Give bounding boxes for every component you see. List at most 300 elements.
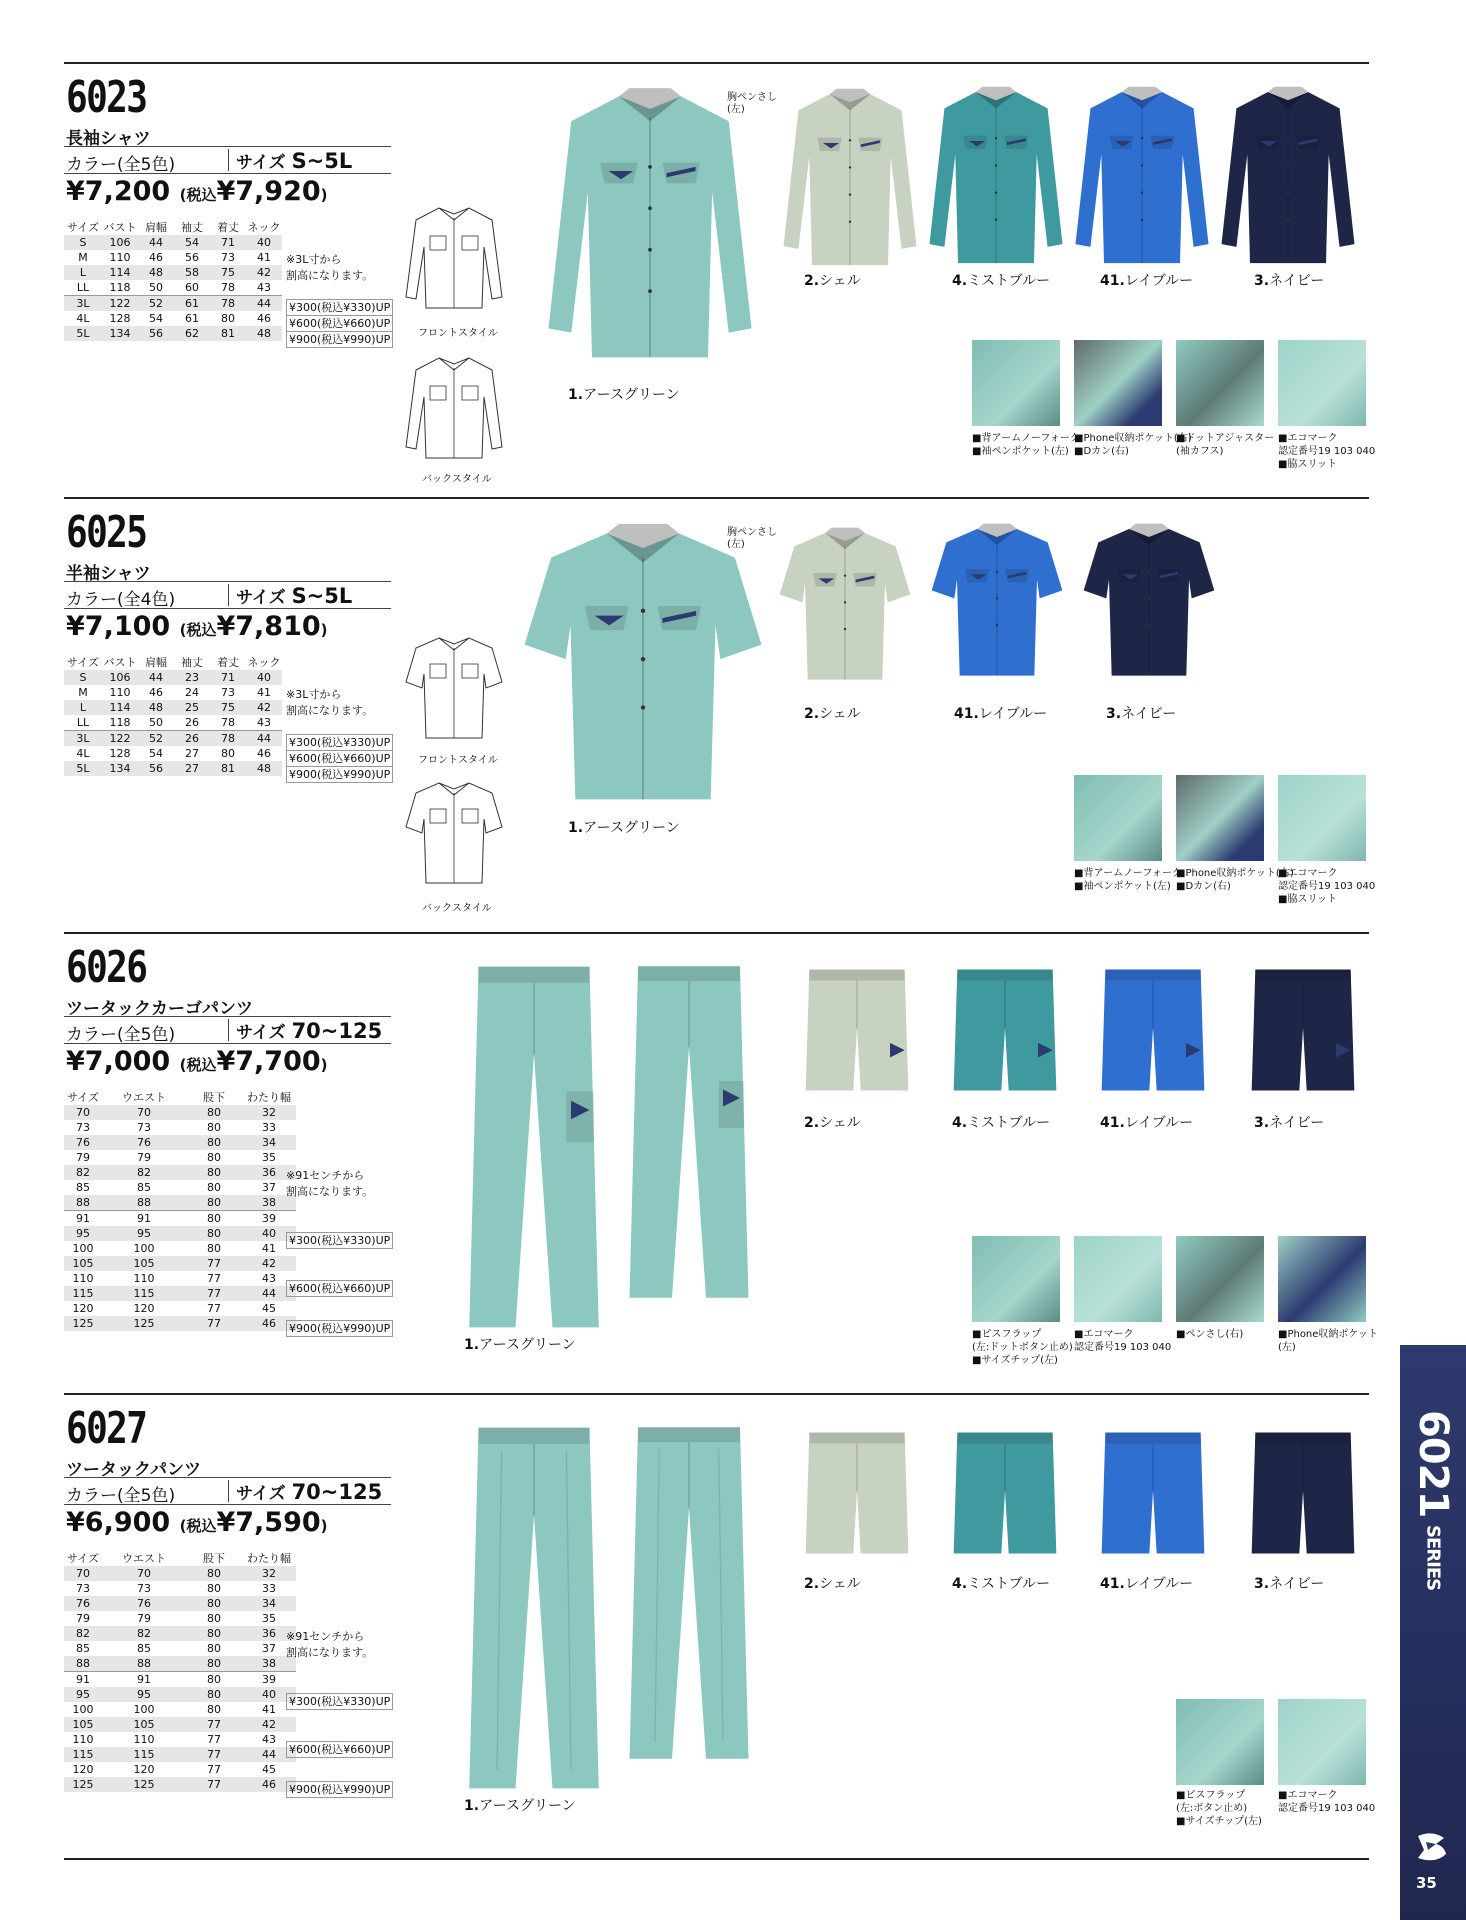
color-label: 41.レイブルー xyxy=(1100,1115,1194,1131)
table-cell: 110 xyxy=(109,686,131,699)
table-cell: 80 xyxy=(207,1612,221,1625)
table-row xyxy=(64,1611,296,1626)
color-label: 41.レイブルー xyxy=(954,706,1048,722)
table-cell: 80 xyxy=(186,1105,242,1120)
detail-photo xyxy=(1074,340,1162,426)
detail-caption: ■エコマーク 認定番号19 103 040 xyxy=(1074,1329,1172,1353)
table-cell: 76 xyxy=(102,1135,186,1150)
main-color-label: 1.アースグリーン xyxy=(464,1337,576,1353)
surcharge-105: ¥600(税込¥660)UP xyxy=(286,1741,393,1758)
table-row xyxy=(64,731,282,747)
back-style-caption: バックスタイル xyxy=(422,903,492,914)
column-header: 肩幅 xyxy=(145,221,167,234)
table-cell: 77 xyxy=(207,1763,221,1776)
table-cell: 128 xyxy=(109,312,131,325)
table-cell: 23 xyxy=(174,670,210,685)
table-row xyxy=(64,1271,296,1286)
table-cell: 27 xyxy=(174,761,210,776)
table-cell: 44 xyxy=(242,1747,296,1762)
column-header: 股下 xyxy=(203,1552,225,1565)
color-label: 3.ネイビー xyxy=(1106,706,1177,722)
front-style-caption: フロントスタイル xyxy=(418,328,498,339)
detail-photo xyxy=(1278,340,1366,426)
table-cell: 45 xyxy=(262,1302,276,1315)
table-cell: 80 xyxy=(186,1596,242,1611)
table-row xyxy=(64,1777,296,1792)
section-divider xyxy=(64,1393,1369,1395)
product-name: ツータックカーゴパンツ xyxy=(66,999,253,1019)
table-row xyxy=(64,1702,296,1717)
color-shell xyxy=(780,86,920,276)
detail-caption: ■Phone収納ポケット(右) ■Dカン(右) xyxy=(1176,868,1294,892)
table-cell: 88 xyxy=(102,1195,186,1211)
table-row xyxy=(64,265,282,280)
table-cell: 106 xyxy=(102,235,138,250)
table-cell: 120 xyxy=(72,1763,94,1776)
table-cell: 134 xyxy=(102,326,138,341)
rule xyxy=(64,1043,391,1044)
table-cell: 60 xyxy=(185,281,199,294)
detail-photo xyxy=(1176,1236,1264,1322)
table-cell: 56 xyxy=(138,761,174,776)
table-cell: 36 xyxy=(242,1165,296,1180)
surcharge-5l: ¥900(税込¥990)UP xyxy=(286,331,393,348)
column-header: 袖丈 xyxy=(181,656,203,669)
detail-caption: ■Phone収納ポケット(右) ■Dカン(右) xyxy=(1074,433,1192,457)
table-cell: 38 xyxy=(242,1656,296,1672)
table-cell: 110 xyxy=(109,251,131,264)
column-header: バスト xyxy=(103,221,137,234)
rule xyxy=(64,146,391,147)
color-shell xyxy=(802,1423,912,1563)
table-cell: 78 xyxy=(210,296,246,312)
table-cell: 71 xyxy=(210,670,246,685)
table-cell: 48 xyxy=(138,265,174,280)
table-cell: 73 xyxy=(221,686,235,699)
table-cell: 70 xyxy=(102,1105,186,1120)
table-cell: 79 xyxy=(76,1151,90,1164)
table-row xyxy=(64,1226,296,1241)
table-row xyxy=(64,700,282,715)
table-cell: 77 xyxy=(186,1286,242,1301)
page-number: 35 xyxy=(1416,1874,1437,1892)
detail-caption: ■背アームノーフォーク ■袖ペンポケット(左) xyxy=(972,433,1080,457)
table-cell: 76 xyxy=(64,1596,102,1611)
table-cell: 34 xyxy=(242,1596,296,1611)
table-cell: 44 xyxy=(246,296,282,312)
main-pants-front xyxy=(464,962,604,1332)
color-mist-blue xyxy=(950,960,1060,1100)
detail-photo xyxy=(1176,340,1264,426)
table-cell: L xyxy=(64,265,102,280)
color-count: カラー(全5色) xyxy=(66,155,176,175)
table-row xyxy=(64,670,282,685)
color-label: 4.ミストブルー xyxy=(952,273,1051,289)
table-cell: 115 xyxy=(102,1286,186,1301)
table-cell: 75 xyxy=(210,700,246,715)
table-cell: 41 xyxy=(262,1242,276,1255)
table-cell: 82 xyxy=(64,1165,102,1180)
table-cell: 26 xyxy=(185,716,199,729)
size-range: サイズ S~5L xyxy=(236,584,353,608)
color-label: 4.ミストブルー xyxy=(952,1576,1051,1592)
table-cell: 73 xyxy=(76,1121,90,1134)
table-header xyxy=(64,1090,296,1105)
table-cell: 100 xyxy=(72,1703,94,1716)
color-count: カラー(全5色) xyxy=(66,1025,176,1045)
section-divider xyxy=(64,497,1369,499)
color-count: カラー(全4色) xyxy=(66,590,176,610)
size-table xyxy=(64,1090,296,1331)
table-cell: 37 xyxy=(262,1642,276,1655)
table-cell: 34 xyxy=(242,1135,296,1150)
table-cell: 52 xyxy=(138,731,174,747)
table-cell: 80 xyxy=(207,1181,221,1194)
price: ¥6,900 (税込¥7,590) xyxy=(66,1507,328,1538)
detail-caption: ■背アームノーフォーク ■袖ペンポケット(左) xyxy=(1074,868,1182,892)
table-cell: 80 xyxy=(221,312,235,325)
color-label: 41.レイブルー xyxy=(1100,1576,1194,1592)
table-cell: 134 xyxy=(102,761,138,776)
product-code: 6025 xyxy=(66,507,147,558)
detail-photo xyxy=(1176,1699,1264,1785)
detail-photo xyxy=(1278,1236,1366,1322)
table-cell: 41 xyxy=(262,1703,276,1716)
surcharge-3l: ¥300(税込¥330)UP xyxy=(286,734,393,751)
table-cell: M xyxy=(78,251,88,264)
color-navy xyxy=(1248,960,1358,1100)
size-note: ※91センチから 割高になります。 xyxy=(286,1630,374,1659)
table-cell: 46 xyxy=(257,747,271,760)
section-divider xyxy=(64,62,1369,64)
table-cell: 40 xyxy=(246,670,282,685)
detail-photo xyxy=(1176,775,1264,861)
color-shell xyxy=(802,960,912,1100)
table-row xyxy=(64,1596,296,1611)
table-cell: 80 xyxy=(186,1672,242,1688)
table-cell: 77 xyxy=(207,1733,221,1746)
table-cell: 80 xyxy=(207,1151,221,1164)
table-row xyxy=(64,1581,296,1596)
table-cell: 73 xyxy=(137,1582,151,1595)
surcharge-4l: ¥600(税込¥660)UP xyxy=(286,750,393,767)
table-row xyxy=(64,1762,296,1777)
table-cell: 77 xyxy=(186,1747,242,1762)
front-style-caption: フロントスタイル xyxy=(418,755,498,766)
table-header xyxy=(64,655,282,670)
detail-photo xyxy=(1074,775,1162,861)
color-mist-blue xyxy=(950,1423,1060,1563)
column-header: わたり幅 xyxy=(247,1552,291,1565)
table-cell: 77 xyxy=(186,1256,242,1271)
column-header: 着丈 xyxy=(217,656,239,669)
table-row xyxy=(64,1316,296,1331)
main-pants-front xyxy=(464,1423,604,1793)
color-label: 2.シェル xyxy=(804,706,861,722)
table-cell: 95 xyxy=(102,1687,186,1702)
table-cell: 91 xyxy=(64,1211,102,1227)
table-cell: 44 xyxy=(138,670,174,685)
table-cell: 82 xyxy=(102,1626,186,1641)
table-cell: LL xyxy=(76,281,90,294)
table-cell: 95 xyxy=(64,1687,102,1702)
color-ray-blue xyxy=(1072,84,1212,274)
table-cell: 43 xyxy=(257,716,271,729)
table-cell: 80 xyxy=(207,1703,221,1716)
column-header: 袖丈 xyxy=(181,221,203,234)
table-cell: 77 xyxy=(186,1777,242,1792)
back-style-caption: バックスタイル xyxy=(422,474,492,485)
table-cell: 80 xyxy=(186,1687,242,1702)
surcharge-120: ¥900(税込¥990)UP xyxy=(286,1781,393,1798)
color-label: 2.シェル xyxy=(804,273,861,289)
table-cell: 38 xyxy=(242,1195,296,1211)
table-header xyxy=(64,220,282,235)
table-cell: 71 xyxy=(210,235,246,250)
table-cell: 105 xyxy=(64,1717,102,1732)
table-cell: 79 xyxy=(137,1151,151,1164)
table-cell: 78 xyxy=(210,731,246,747)
table-cell: 3L xyxy=(64,731,102,747)
column-header: サイズ xyxy=(66,1552,100,1565)
table-cell: 105 xyxy=(102,1717,186,1732)
table-cell: 120 xyxy=(133,1302,155,1315)
product-6027 xyxy=(64,1393,1376,1853)
table-cell: 41 xyxy=(257,251,271,264)
chest-pen-annotation: 胸ペンさし (左) xyxy=(727,92,777,115)
main-shirt xyxy=(518,519,768,809)
size-table xyxy=(64,220,282,341)
table-cell: 80 xyxy=(207,1242,221,1255)
table-cell: 80 xyxy=(207,1642,221,1655)
table-cell: 56 xyxy=(138,326,174,341)
table-cell: 33 xyxy=(262,1121,276,1134)
section-divider xyxy=(64,932,1369,934)
table-cell: 35 xyxy=(262,1151,276,1164)
table-cell: 48 xyxy=(246,326,282,341)
table-cell: 54 xyxy=(149,312,163,325)
detail-caption: ■ペンさし(右) xyxy=(1176,1329,1244,1340)
column-header: わたり幅 xyxy=(247,1091,291,1104)
table-cell: 45 xyxy=(262,1763,276,1776)
table-cell: 85 xyxy=(137,1181,151,1194)
table-cell: 54 xyxy=(174,235,210,250)
color-label: 2.シェル xyxy=(804,1576,861,1592)
column-header: ウエスト xyxy=(122,1091,166,1104)
table-cell: 88 xyxy=(64,1656,102,1672)
main-color-label: 1.アースグリーン xyxy=(568,387,680,403)
table-cell: 100 xyxy=(133,1242,155,1255)
table-cell: 122 xyxy=(102,296,138,312)
main-pants-back xyxy=(624,962,754,1302)
table-cell: 46 xyxy=(149,251,163,264)
table-row xyxy=(64,761,282,776)
size-note: ※91センチから 割高になります。 xyxy=(286,1169,374,1198)
detail-caption: ■エコマーク 認定番号19 103 040 ■脇スリット xyxy=(1278,868,1376,905)
size-note: ※3L寸から 割高になります。 xyxy=(286,688,374,717)
table-row xyxy=(64,250,282,265)
table-row xyxy=(64,1211,296,1227)
table-cell: LL xyxy=(76,716,90,729)
table-cell: 44 xyxy=(246,731,282,747)
surcharge-91: ¥300(税込¥330)UP xyxy=(286,1693,393,1710)
table-cell: 61 xyxy=(185,312,199,325)
table-row xyxy=(64,1717,296,1732)
table-cell: 73 xyxy=(76,1582,90,1595)
detail-caption: ■ピスフラップ (左:ボタン止め) ■サイズチップ(左) xyxy=(1176,1790,1262,1827)
table-cell: 85 xyxy=(76,1181,90,1194)
table-cell: 24 xyxy=(185,686,199,699)
table-cell: 80 xyxy=(186,1226,242,1241)
table-cell: M xyxy=(78,686,88,699)
size-range: サイズ S~5L xyxy=(236,149,353,173)
surcharge-5l: ¥900(税込¥990)UP xyxy=(286,766,393,783)
table-cell: 80 xyxy=(207,1121,221,1134)
color-label: 3.ネイビー xyxy=(1254,1115,1325,1131)
front-sketch xyxy=(404,202,504,312)
table-row xyxy=(64,1641,296,1656)
table-row xyxy=(64,1165,296,1180)
table-cell: 106 xyxy=(102,670,138,685)
table-cell: 85 xyxy=(76,1642,90,1655)
price: ¥7,200 (税込¥7,920) xyxy=(66,176,328,207)
table-cell: 114 xyxy=(102,265,138,280)
table-cell: 40 xyxy=(246,235,282,250)
main-shirt xyxy=(530,84,770,374)
table-cell: 77 xyxy=(207,1272,221,1285)
table-cell: 91 xyxy=(64,1672,102,1688)
separator xyxy=(228,1019,229,1041)
detail-caption: ■エコマーク 認定番号19 103 040 xyxy=(1278,1790,1376,1814)
table-row xyxy=(64,1120,296,1135)
table-row xyxy=(64,1301,296,1316)
table-cell: 79 xyxy=(76,1612,90,1625)
detail-photo xyxy=(1278,775,1366,861)
table-cell: 48 xyxy=(246,761,282,776)
table-row xyxy=(64,1241,296,1256)
separator xyxy=(228,1480,229,1502)
table-cell: 82 xyxy=(64,1626,102,1641)
table-row xyxy=(64,235,282,250)
table-row xyxy=(64,1747,296,1762)
brand-logo-icon xyxy=(1414,1832,1450,1862)
product-6023 xyxy=(64,62,1376,492)
color-navy xyxy=(1218,84,1358,274)
table-row xyxy=(64,1732,296,1747)
rule xyxy=(64,608,391,609)
size-range: サイズ 70~125 xyxy=(236,1019,383,1043)
column-header: サイズ xyxy=(66,221,100,234)
table-cell: 80 xyxy=(186,1566,242,1581)
table-cell: 70 xyxy=(64,1566,102,1581)
table-cell: 5L xyxy=(64,326,102,341)
color-count: カラー(全5色) xyxy=(66,1486,176,1506)
page-bottom-rule xyxy=(64,1858,1369,1860)
table-cell: 80 xyxy=(186,1165,242,1180)
table-row xyxy=(64,1656,296,1672)
table-cell: 88 xyxy=(102,1656,186,1672)
table-cell: 78 xyxy=(221,716,235,729)
rule xyxy=(64,173,391,174)
table-row xyxy=(64,1256,296,1271)
table-cell: 118 xyxy=(109,281,131,294)
table-cell: 105 xyxy=(64,1256,102,1271)
detail-caption: ■エコマーク 認定番号19 103 040 ■脇スリット xyxy=(1278,433,1376,470)
table-cell: 80 xyxy=(186,1626,242,1641)
color-mist-blue xyxy=(926,84,1066,274)
table-cell: 81 xyxy=(210,761,246,776)
table-cell: 88 xyxy=(64,1195,102,1211)
size-table xyxy=(64,655,282,776)
table-cell: 82 xyxy=(102,1165,186,1180)
product-code: 6027 xyxy=(66,1403,147,1454)
table-cell: 70 xyxy=(64,1105,102,1120)
table-cell: 73 xyxy=(137,1121,151,1134)
product-6026 xyxy=(64,932,1378,1392)
table-cell: 37 xyxy=(262,1181,276,1194)
detail-caption: ■ドットアジャスター (袖カフス) xyxy=(1176,433,1275,457)
table-cell: 110 xyxy=(72,1733,94,1746)
table-row xyxy=(64,280,282,296)
table-cell: 110 xyxy=(133,1733,155,1746)
size-table xyxy=(64,1551,296,1792)
table-row xyxy=(64,296,282,312)
table-row xyxy=(64,1687,296,1702)
table-cell: 100 xyxy=(133,1703,155,1716)
table-cell: 42 xyxy=(242,1256,296,1271)
rule xyxy=(64,1016,391,1017)
table-cell: 125 xyxy=(64,1777,102,1792)
table-cell: 44 xyxy=(138,235,174,250)
color-navy xyxy=(1074,521,1224,681)
detail-caption: ■ピスフラップ (左:ドットボタン止め) ■サイズチップ(左) xyxy=(972,1329,1073,1366)
table-cell: 80 xyxy=(207,1582,221,1595)
table-cell: 36 xyxy=(242,1626,296,1641)
column-header: ウエスト xyxy=(122,1552,166,1565)
table-cell: 76 xyxy=(102,1596,186,1611)
table-row xyxy=(64,311,282,326)
table-cell: 39 xyxy=(242,1211,296,1227)
column-header: 着丈 xyxy=(217,221,239,234)
detail-photo xyxy=(1278,1699,1366,1785)
table-cell: 42 xyxy=(246,700,282,715)
table-cell: 40 xyxy=(242,1226,296,1241)
table-cell: 77 xyxy=(207,1302,221,1315)
table-cell: 128 xyxy=(109,747,131,760)
table-row xyxy=(64,746,282,761)
table-cell: 52 xyxy=(138,296,174,312)
product-name: 半袖シャツ xyxy=(66,564,151,584)
detail-caption: ■Phone収納ポケット (左) xyxy=(1278,1329,1378,1353)
separator xyxy=(228,584,229,606)
table-cell: 95 xyxy=(64,1226,102,1241)
column-header: 股下 xyxy=(203,1091,225,1104)
series-tab-label: 6021 SERIES xyxy=(1410,1410,1456,1591)
back-sketch xyxy=(404,352,504,462)
table-cell: 91 xyxy=(102,1672,186,1688)
table-cell: 27 xyxy=(185,747,199,760)
table-cell: 125 xyxy=(64,1316,102,1331)
table-row xyxy=(64,1195,296,1211)
price: ¥7,100 (税込¥7,810) xyxy=(66,611,328,642)
table-cell: 54 xyxy=(149,747,163,760)
color-ray-blue xyxy=(922,521,1072,681)
table-cell: 77 xyxy=(186,1717,242,1732)
table-cell: 61 xyxy=(174,296,210,312)
table-cell: 122 xyxy=(102,731,138,747)
table-cell: 3L xyxy=(64,296,102,312)
color-label: 3.ネイビー xyxy=(1254,273,1325,289)
